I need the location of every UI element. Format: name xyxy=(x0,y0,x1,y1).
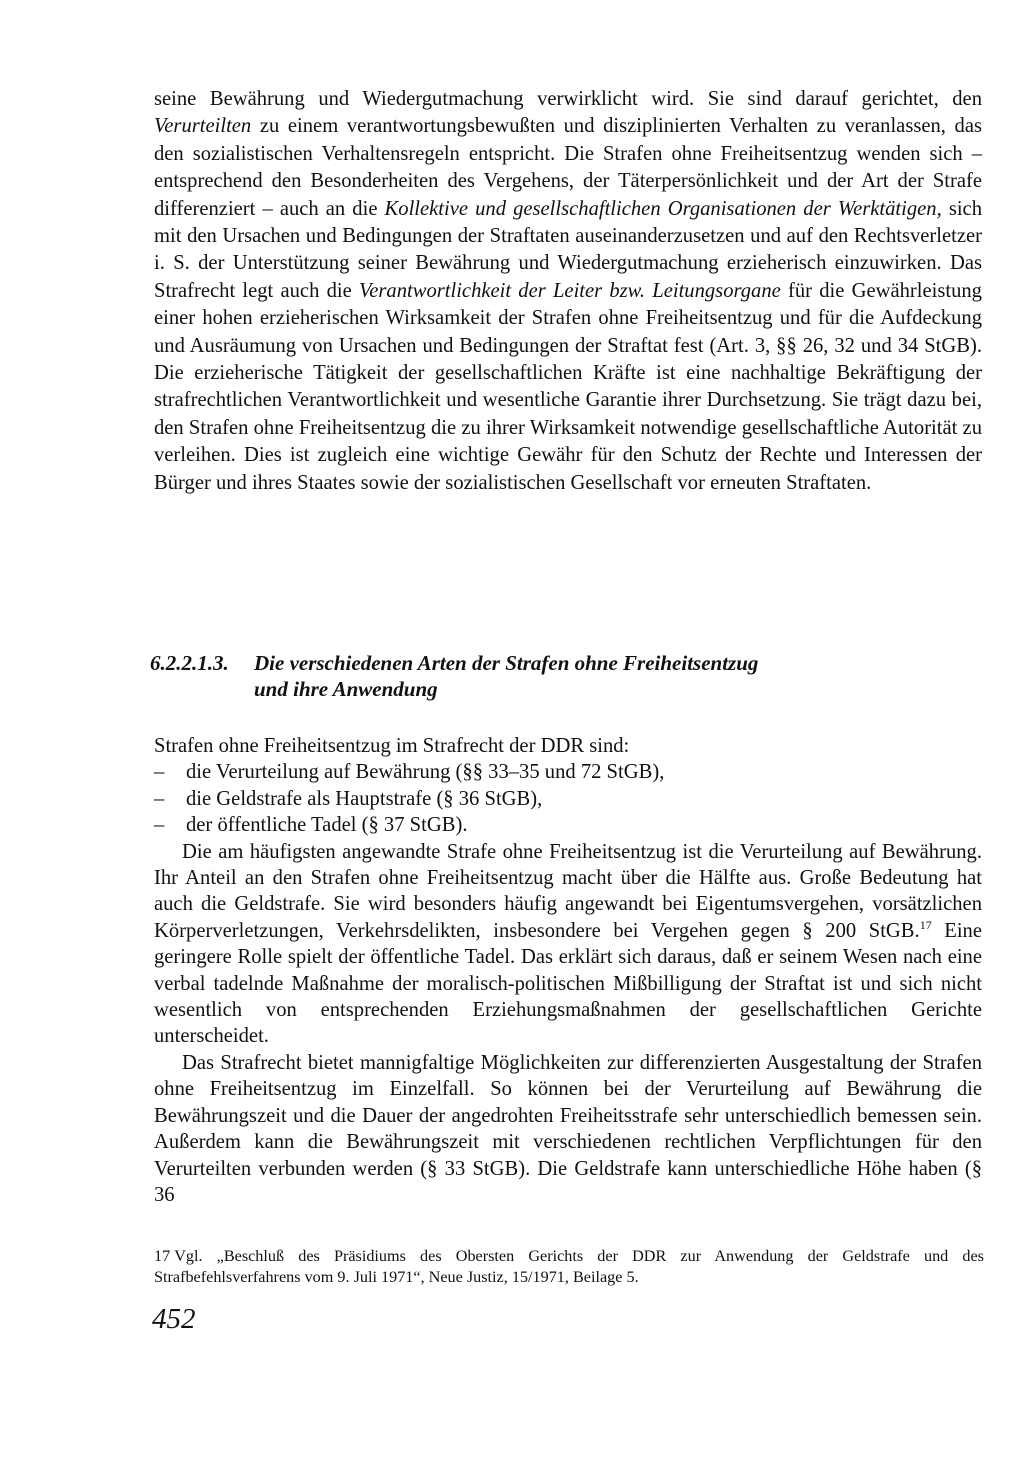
list-dash: – xyxy=(154,787,165,810)
list-item-text: der öffentliche Tadel (§ 37 StGB). xyxy=(186,814,468,837)
footnote-reference[interactable]: 17 xyxy=(919,917,932,932)
paragraph-2-text: Die am häufigsten angewandte Strafe ohne Freiheitsentzug ist die Verurteilung auf Bewährung. Ihr Anteil an den Strafen ohne Freiheitsentzug macht über die Hälfte aus. Große Bedeutung hat auch die Geldstrafe. Sie wird besonders häufig angewandt bei Eigentumsvergehen, vorsätzlichen Körperverletzungen, Verkehrsdelikten, insbesondere bei Vergehen gegen § 200 StGB. xyxy=(154,840,982,942)
paragraph-1-text: seine Bewährung und Wiedergutmachung verwirklicht wird. Sie sind darauf gerichtet, den xyxy=(154,88,982,110)
paragraph-1 xyxy=(154,86,982,497)
paragraph-1-text: sich mit den Ursachen und Bedingungen der Straftaten auseinanderzusetzen und auf den Rechtsverletzer i. S. der Unterstützung seiner Bewährung und Wiedergutmachung erzieherisch einzuwirken. Das Strafrecht legt auch die xyxy=(154,197,982,302)
footnote-text: Vgl. „Beschluß des Präsidiums des Obersten Gerichts der DDR zur Anwendung der Geldstrafe und des Strafbefehlsverfahrens vom 9. Juli 1971“, Neue Justiz, 15/1971, Beilage 5. xyxy=(154,1247,984,1286)
list-item xyxy=(154,786,982,812)
section-heading xyxy=(150,650,950,702)
paragraph-1-emphasis: Verurteilten xyxy=(154,115,252,138)
list-dash: – xyxy=(154,761,165,784)
list-item-text: die Geldstrafe als Hauptstrafe (§ 36 StGB), xyxy=(186,787,543,810)
paragraph-3: Das Strafrecht bietet mannigfaltige Möglichkeiten zur differenzierten Ausgestaltung der Strafen ohne Freiheitsentzug im Einzelfall. So können bei der Verurteilung auf Bewährung die Bewährungszeit und die Dauer der angedrohten Freiheitsstrafe sehr unterschiedlich bemessen sein. Außerdem kann die Bewährungszeit mit verschiedenen rechtlichen Verpflichtungen für den Verurteilten verbunden werden (§ 33 StGB). Die Geldstrafe kann unterschiedliche Höhe haben (§ 36 xyxy=(154,1051,982,1206)
paragraph-1-emphasis: Kollektive und gesellschaftlichen Organisationen der Werktätigen, xyxy=(384,197,942,220)
list-dash: – xyxy=(154,814,165,837)
section-body xyxy=(154,733,982,1208)
paragraph-2 xyxy=(154,839,982,1050)
list-item-text: die Verurteilung auf Bewährung (§§ 33–35 und 72 StGB), xyxy=(186,761,665,784)
penalty-list xyxy=(154,759,982,838)
page-number: 452 xyxy=(152,1303,196,1335)
section-title-line-2: und ihre Anwendung xyxy=(254,677,438,701)
section-title-line-1: Die verschiedenen Arten der Strafen ohne Freiheitsentzug xyxy=(254,651,759,675)
paragraph-2-text: Eine geringere Rolle spielt der öffentliche Tadel. Das erklärt sich daraus, daß er seinem Wesen nach eine verbal tadelnde Maßnahme der moralisch-politischen Mißbilligung der Straftat ist und sich nicht wesentlich von entsprechenden Erziehungsmaßnahmen der gesellschaftlichen Gerichte unterscheidet. xyxy=(154,919,982,1048)
footnote-marker: 17 xyxy=(154,1247,171,1265)
footnote xyxy=(154,1246,984,1288)
paragraph-1-emphasis: Verantwortlichkeit der Leiter bzw. Leitungsorgane xyxy=(358,279,781,302)
list-item xyxy=(154,759,982,785)
intro-sentence: Strafen ohne Freiheitsentzug im Strafrecht der DDR sind: xyxy=(154,735,630,757)
paragraph-1-text: für die Gewährleistung einer hohen erzieherischen Wirksamkeit der Strafen ohne Freiheitsentzug und für die Aufdeckung und Ausräumung von Ursachen und Bedingungen der Straftat fest (Art. 3, §§ 26, 32 und 34 StGB). Die erzieherische Tätigkeit der gesellschaftlichen Kräfte ist eine nachhaltige Bekräftigung der strafrechtlichen Verantwortlichkeit und wesentliche Garantie ihrer Durchsetzung. Sie trägt dazu bei, den Strafen ohne Freiheitsentzug die zu ihrer Wirksamkeit notwendige gesellschaftliche Autorität zu verleihen. Dies ist zugleich eine wichtige Gewähr für den Schutz der Rechte und Interessen der Bürger und ihres Staates sowie der sozialistischen Gesellschaft vor erneuten Straftaten. xyxy=(154,279,982,494)
section-number: 6.2.2.1.3. xyxy=(150,651,229,675)
list-item xyxy=(154,812,982,838)
paragraph-1-text: zu einem verantwortungsbewußten und disziplinierten Verhalten zu veranlassen, das den sozialistischen Verhaltensregeln entspricht. Die Strafen ohne Freiheitsentzug wenden sich – entsprechend den Besonderheiten des Vergehens, der Täterpersönlichkeit und der Art der Strafe differenziert – auch an die xyxy=(154,115,982,220)
